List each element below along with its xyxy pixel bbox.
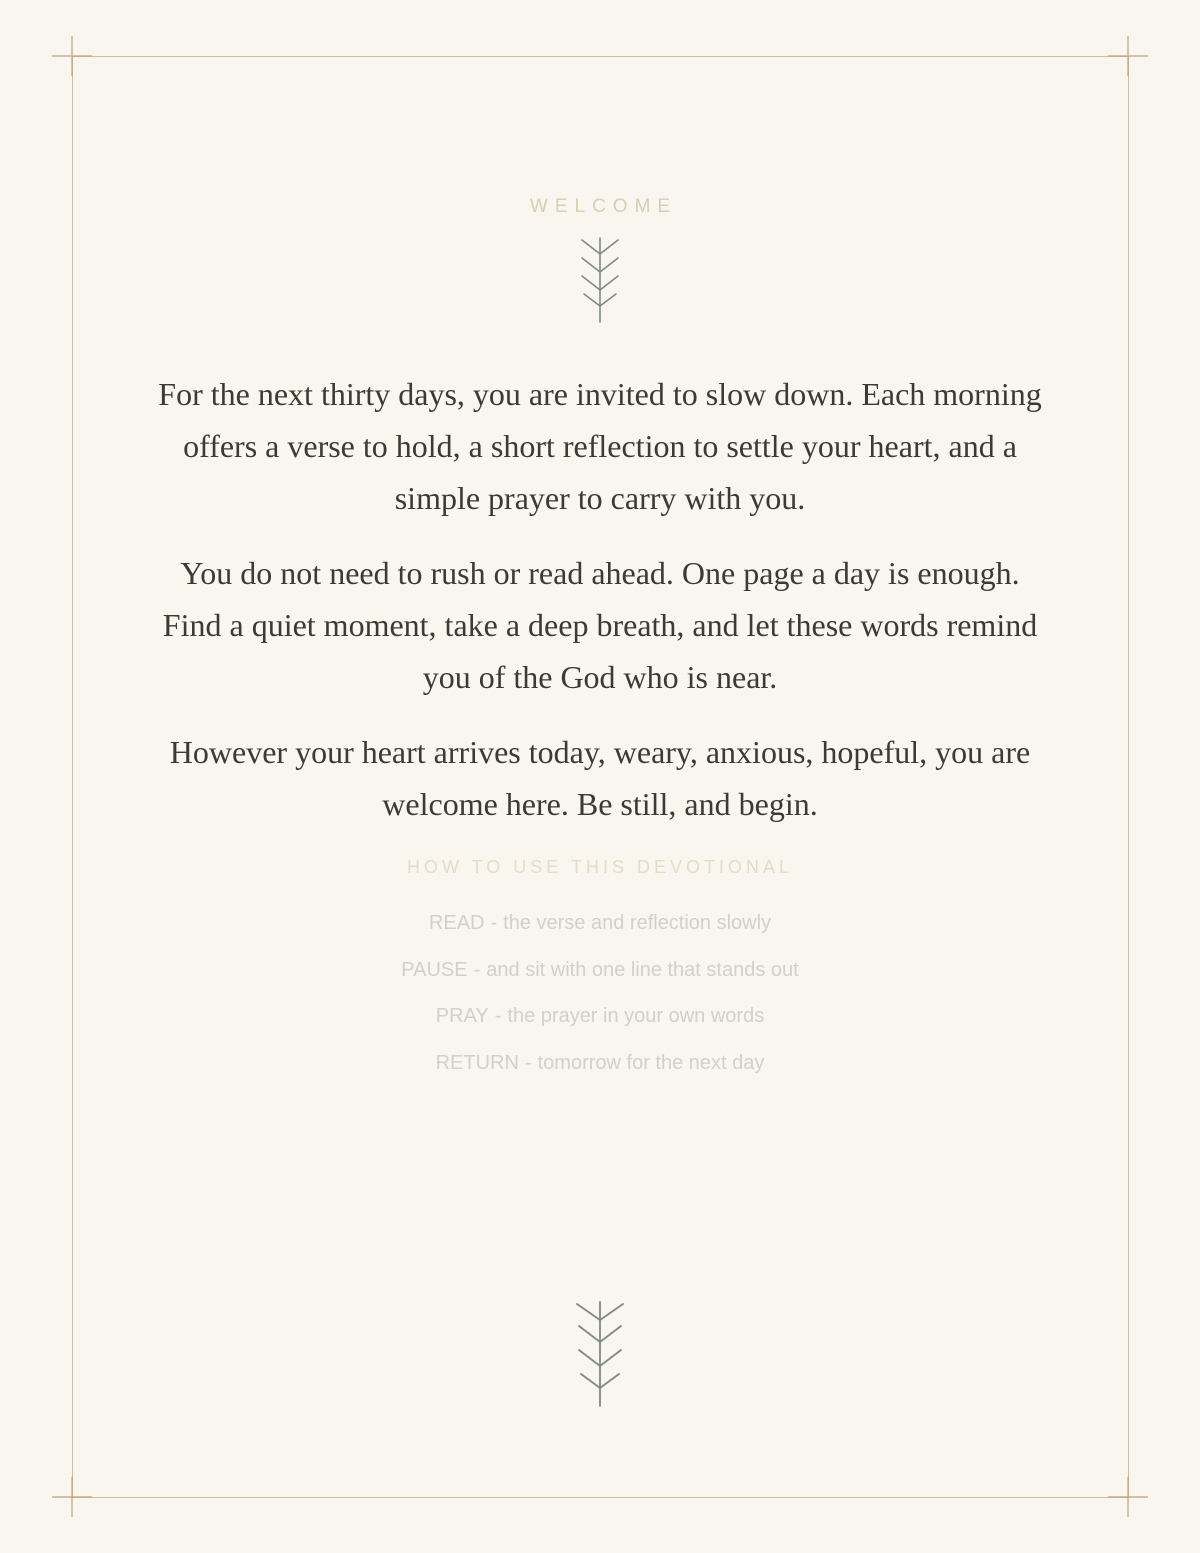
- list-item: [0, 1048, 1200, 1095]
- howto-heading: HOW TO USE THIS DEVOTIONAL: [406, 857, 794, 877]
- paragraph: You do not need to rush or read ahead. One page a day is enough. Find a quiet moment, take a deep breath, and let these words remind you of the God who is near.: [162, 555, 1038, 695]
- list-item: [0, 908, 1200, 955]
- step-text: the verse and reflection slowly: [503, 912, 772, 934]
- corner-cross-icon: [1108, 36, 1148, 76]
- step-separator: -: [490, 912, 498, 934]
- list-item: [0, 955, 1200, 1002]
- howto-list: [0, 908, 1200, 1094]
- step-text: and sit with one line that stands out: [486, 958, 799, 981]
- step-separator: -: [494, 1005, 502, 1027]
- frame-bottom-line: [72, 1497, 1128, 1498]
- step-text: the prayer in your own words: [507, 1005, 765, 1027]
- frame-right-line: [1128, 56, 1129, 1497]
- welcome-body: [150, 368, 1050, 853]
- paragraph: However your heart arrives today, weary, anxious, hopeful, you are welcome here. Be still, and begin.: [169, 734, 1031, 822]
- step-label: READ: [428, 912, 485, 934]
- step-separator: -: [524, 1051, 532, 1074]
- section-eyebrow: WELCOME: [529, 196, 678, 217]
- step-separator: -: [473, 958, 481, 981]
- corner-cross-icon: [52, 1477, 92, 1517]
- step-label: PAUSE: [401, 958, 468, 981]
- step-text: tomorrow for the next day: [537, 1051, 765, 1074]
- sprig-icon: [573, 1298, 627, 1413]
- step-label: PRAY: [435, 1005, 489, 1027]
- corner-cross-icon: [52, 36, 92, 76]
- list-item: [0, 1001, 1200, 1048]
- frame-left-line: [72, 56, 73, 1497]
- sprig-icon: [578, 234, 622, 329]
- step-label: RETURN: [435, 1051, 519, 1074]
- corner-cross-icon: [1108, 1477, 1148, 1517]
- frame-top-line: [72, 56, 1128, 57]
- paragraph: For the next thirty days, you are invited to slow down. Each morning offers a verse to hold, a short reflection to settle your heart, and a simple prayer to carry with you.: [158, 376, 1042, 516]
